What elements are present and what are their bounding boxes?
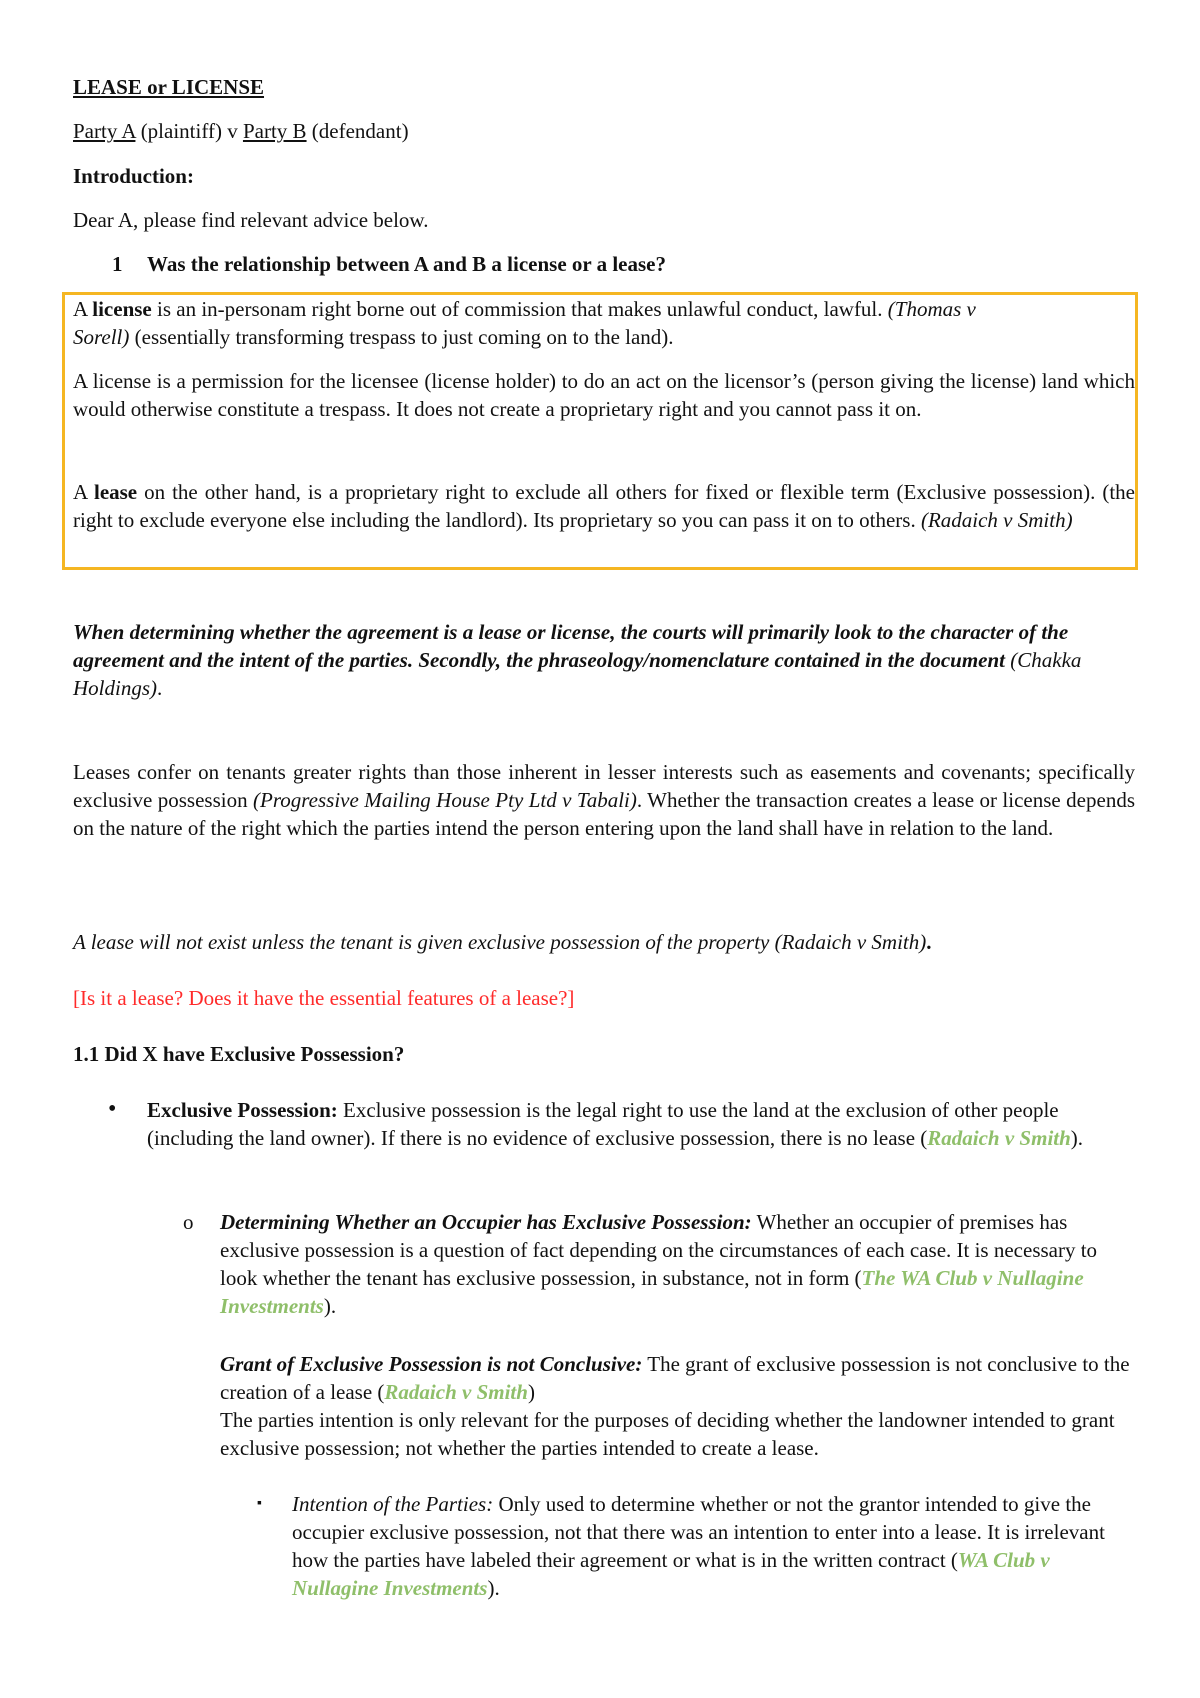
defendant-text: (defendant): [306, 119, 409, 143]
exclusive-possession-end: ).: [1070, 1126, 1084, 1150]
license-definition: [73, 295, 1135, 351]
intro-greeting: Dear A, please find relevant advice below.: [73, 208, 429, 232]
parties-intention-text: The parties intention is only relevant for the purposes of deciding whether the landowner intended to grant exclusive possession; not whether the parties intended to create a lease.: [220, 1408, 1115, 1460]
party-a: Party A: [73, 119, 136, 143]
case-thomas-v-sorell-part1: (Thomas v: [887, 297, 976, 321]
grant-not-conclusive-label: Grant of Exclusive Possession is not Conclusive:: [220, 1352, 643, 1376]
exclusive-note-end: .: [926, 930, 932, 954]
case-chakka-holdings: (Chakka Holdings): [73, 648, 1082, 700]
determining-occupier-text: Whether an occupier of premises has exclusive possession is a question of fact depending on the circumstances of each case. It is necessary to look whether the tenant has exclusive possession, in substance, not in form (: [220, 1210, 1098, 1290]
leases-paragraph: [73, 758, 1135, 842]
case-wa-club-green: The WA Club v Nullagine Investments: [220, 1266, 1084, 1318]
exclusive-possession-text: Exclusive possession is the legal right to use the land at the exclusion of other people (including the land owner). If there is no evidence of exclusive possession, there is no lease (: [147, 1098, 1059, 1150]
exclusive-possession-label: Exclusive Possession:: [147, 1098, 338, 1122]
bullet-dot-icon: •: [108, 1096, 117, 1122]
determining-text: When determining whether the agreement is a lease or license, the courts will primarily look to the character of the agreement and the intent of the parties. Secondly, the phraseology/nomenclature contained in the document: [73, 620, 1069, 672]
lease-def-prefix: A: [73, 480, 94, 504]
license-def-text: is an in-personam right borne out of commission that makes unlawful conduct, lawful.: [151, 297, 888, 321]
lease-definition: [73, 478, 1135, 534]
grant-not-conclusive-item: [220, 1350, 1135, 1462]
leases-text-b: . Whether the transaction creates a lease or license depends on the nature of the right which the parties intend the person entering upon the land shall have in relation to the land.: [73, 788, 1135, 840]
exclusive-possession-note: [73, 928, 932, 956]
essential-features-question: [Is it a lease? Does it have the essential features of a lease?]: [73, 986, 575, 1010]
case-radaich-v-smith-green-2: Radaich v Smith: [384, 1380, 528, 1404]
lease-def-text: on the other hand, is a proprietary right to exclude all others for fixed or flexible term (Exclusive possession). (the right to exclude everyone else including the landlord). Its proprietary so you can pass it on to others.: [73, 480, 1135, 532]
section-1-number: 1: [112, 252, 123, 276]
license-def-suffix: (essentially transforming trespass to just coming on to the land).: [129, 325, 674, 349]
case-wa-club-green-2: WA Club v Nullagine Investments: [292, 1548, 1050, 1600]
section-1-1-heading: 1.1 Did X have Exclusive Possession?: [73, 1042, 405, 1066]
determining-paragraph: [73, 618, 1135, 702]
license-term: license: [92, 297, 152, 321]
intention-of-parties-item: [292, 1490, 1135, 1602]
determining-occupier-end: ).: [323, 1294, 337, 1318]
intro-heading: Introduction:: [73, 164, 194, 188]
license-def-prefix: A: [73, 297, 93, 321]
determining-occupier-label: Determining Whether an Occupier has Exclusive Possession:: [220, 1210, 752, 1234]
sub-bullet-o-icon: o: [183, 1210, 194, 1234]
license-permission-paragraph: A license is a permission for the licensee (license holder) to do an act on the licensor’s (person giving the license) land which would otherwise constitute a trespass. It does not create a proprietary right and you cannot pass it on.: [73, 369, 1135, 421]
case-progressive-mailing: (Progressive Mailing House Pty Ltd v Tabali): [253, 788, 637, 812]
parties-line: [73, 117, 409, 145]
grant-not-conclusive-text: The grant of exclusive possession is not conclusive to the creation of a lease (: [220, 1352, 1130, 1404]
case-thomas-v-sorell-part2: Sorell): [73, 325, 130, 349]
case-radaich-v-smith-green: Radaich v Smith: [927, 1126, 1071, 1150]
intention-of-parties-end: ).: [487, 1576, 500, 1600]
leases-text-a: Leases confer on tenants greater rights than those inherent in lesser interests such as easements and covenants; specifically exclusive possession: [73, 760, 1135, 812]
party-b: Party B: [242, 119, 307, 143]
lease-term: lease: [93, 480, 138, 504]
exclusive-note-text: A lease will not exist unless the tenant is given exclusive possession of the property (Radaich v Smith): [73, 930, 927, 954]
section-1-heading: Was the relationship between A and B a license or a lease?: [147, 252, 666, 276]
case-radaich-v-smith: (Radaich v Smith): [920, 508, 1073, 532]
determining-end: .: [157, 676, 163, 700]
document-title: LEASE or LICENSE: [73, 75, 265, 99]
exclusive-possession-bullet: [147, 1096, 1135, 1152]
grant-not-conclusive-end: ): [527, 1380, 535, 1404]
intention-of-parties-text: Only used to determine whether or not the grantor intended to give the occupier exclusive possession, not that there was an intention to enter into a lease. It is irrelevant how the parties have labeled their agreement or what is in the written contract (: [292, 1492, 1105, 1572]
plaintiff-text: (plaintiff) v: [135, 119, 243, 143]
square-bullet-icon: ▪: [257, 1496, 262, 1511]
intention-of-parties-label: Intention of the Parties:: [292, 1492, 494, 1516]
determining-occupier-item: [220, 1208, 1135, 1320]
